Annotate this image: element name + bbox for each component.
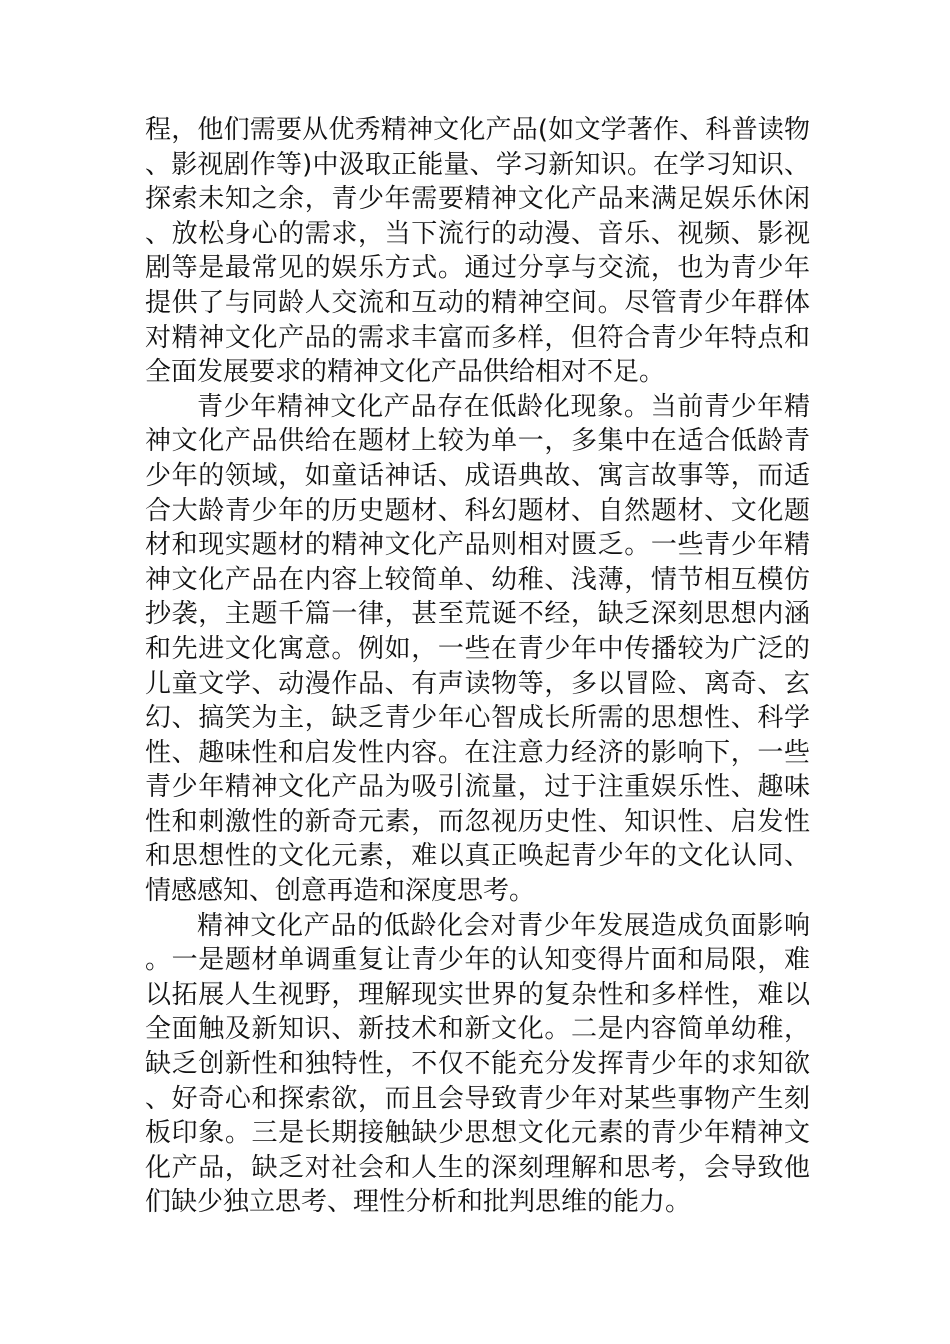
body-text (145, 113, 810, 1220)
paragraph-low-age-phenomenon: 青少年精神文化产品存在低龄化现象。当前青少年精神文化产品供给在题材上较为单一，多集中在适合低龄青少年的领域，如童话神话、成语典故、寓言故事等，而适合大龄青少年的历史题材、科幻题材、自然题材、文化题材和现实题材的精神文化产品则相对匮乏。一些青少年精神文化产品在内容上较简单、幼稚、浅薄，情节相互模仿抄袭，主题千篇一律，甚至荒诞不经，缺乏深刻思想内涵和先进文化寓意。例如，一些在青少年中传播较为广泛的儿童文学、动漫作品、有声读物等，多以冒险、离奇、玄幻、搞笑为主，缺乏青少年心智成长所需的思想性、科学性、趣味性和启发性内容。在注意力经济的影响下，一些青少年精神文化产品为吸引流量，过于注重娱乐性、趣味性和刺激性的新奇元素，而忽视历史性、知识性、启发性和思想性的文化元素，难以真正唤起青少年的文化认同、情感感知、创意再造和深度思考。 (145, 391, 810, 907)
paragraph-negative-impact: 精神文化产品的低龄化会对青少年发展造成负面影响。一是题材单调重复让青少年的认知变得片面和局限，难以拓展人生视野，理解现实世界的复杂性和多样性，难以全面触及新知识、新技术和新文化。二是内容简单幼稚，缺乏创新性和独特性，不仅不能充分发挥青少年的求知欲、好奇心和探索欲，而且会导致青少年对某些事物产生刻板印象。三是长期接触缺少思想文化元素的青少年精神文化产品，缺乏对社会和人生的深刻理解和思考，会导致他们缺少独立思考、理性分析和批判思维的能力。 (145, 910, 810, 1218)
paragraph-continuation: 程，他们需要从优秀精神文化产品(如文学著作、科普读物、影视剧作等)中汲取正能量、学习新知识。在学习知识、探索未知之余，青少年需要精神文化产品来满足娱乐休闲、放松身心的需求，当下流行的动漫、音乐、视频、影视剧等是最常见的娱乐方式。通过分享与交流，也为青少年提供了与同龄人交流和互动的精神空间。尽管青少年群体对精神文化产品的需求丰富而多样，但符合青少年特点和全面发展要求的精神文化产品供给相对不足。 (145, 115, 810, 388)
